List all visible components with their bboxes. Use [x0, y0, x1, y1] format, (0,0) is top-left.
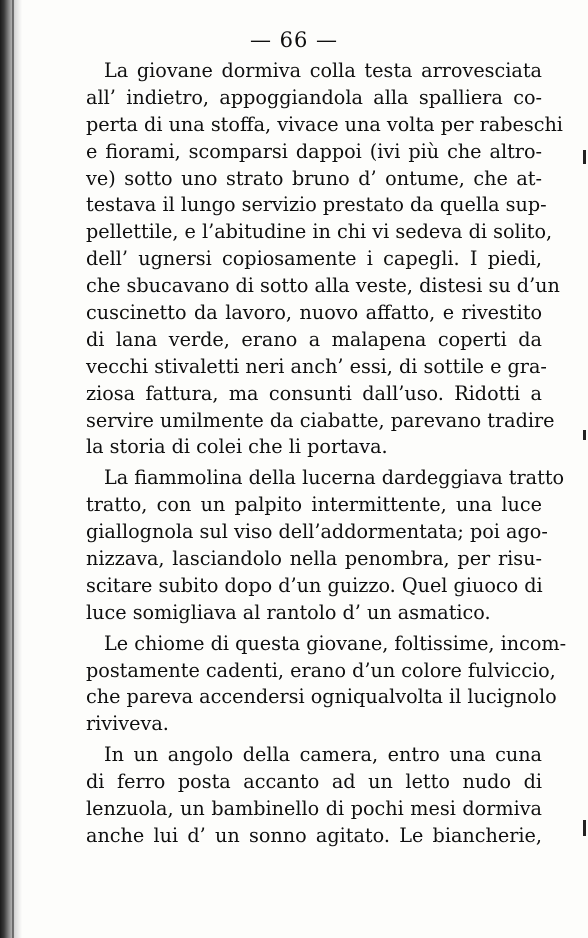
text-line: Le chiome di questa giovane, foltissime, incom-: [104, 631, 567, 655]
paragraph: [86, 58, 563, 461]
text-line: la storia di colei che li portava.: [86, 435, 388, 459]
paragraph: [86, 465, 565, 626]
page-number: — 66 —: [249, 28, 339, 52]
binding-gutter: [0, 0, 22, 938]
text-line: e fiorami, scomparsi dappoi (ivi più che altro-: [86, 139, 542, 163]
text-line: vecchi stivaletti neri anch’ essi, di sottile e gra-: [86, 354, 547, 378]
text-line: scitare subito dopo d’un guizzo. Quel giuoco di: [86, 573, 543, 597]
text-line: che sbucavano di sotto alla veste, distesi su d’un: [86, 274, 560, 298]
text-line: di ferro posta accanto ad un letto nudo di: [86, 770, 542, 794]
body-text: [86, 58, 567, 850]
text-line: testava il lungo servizio prestato da quella sup-: [86, 193, 547, 217]
text-line: servire umilmente da ciabatte, parevano tradire: [86, 408, 555, 432]
text-line: La giovane dormiva colla testa arrovesciata: [104, 59, 542, 82]
text-line: all’ indietro, appoggiandola alla spalliera co-: [86, 85, 542, 109]
page-edge-mark: [583, 150, 586, 164]
text-line: anche lui d’ un sonno agitato. Le biancherie,: [86, 823, 542, 847]
text-line: lenzuola, un bambinello di pochi mesi dormiva: [86, 797, 542, 821]
paragraph: [86, 631, 567, 739]
text-line: La fiammolina della lucerna dardeggiava tratto: [104, 466, 565, 490]
text-line: dell’ ugnersi copiosamente i capegli. I piedi,: [86, 247, 542, 271]
text-line: che pareva accendersi ogniqualvolta il lucignolo: [86, 685, 557, 709]
text-line: perta di una stoffa, vivace una volta per rabeschi: [86, 112, 563, 136]
text-line: riviveva.: [86, 712, 169, 736]
text-line: luce somigliava al rantolo d’ un asmatico.: [86, 600, 491, 624]
text-line: ziosa fattura, ma consunti dall’uso. Ridotti a: [86, 381, 542, 405]
text-line: giallognola sul viso dell’addormentata; poi ago-: [86, 520, 548, 544]
text-line: In un angolo della camera, entro una cuna: [104, 743, 542, 767]
text-line: di lana verde, erano a malapena coperti da: [86, 327, 542, 351]
page-edge-mark: [583, 820, 586, 836]
text-line: tratto, con un palpito intermittente, una luce: [86, 493, 542, 517]
text-line: cuscinetto da lavoro, nuovo affatto, e rivestito: [86, 301, 542, 325]
page-edge-mark: [583, 430, 586, 440]
text-line: ve) sotto uno strato bruno d’ ontume, che at-: [86, 166, 542, 190]
paragraph: [86, 742, 542, 850]
text-line: postamente cadenti, erano d’un colore fulviccio,: [86, 658, 556, 682]
binding-edge-line: [12, 0, 14, 938]
text-line: pellettile, e l’abitudine in chi vi sedeva di solito,: [86, 220, 553, 244]
text-line: nizzava, lasciandolo nella penombra, per risu-: [86, 547, 542, 571]
